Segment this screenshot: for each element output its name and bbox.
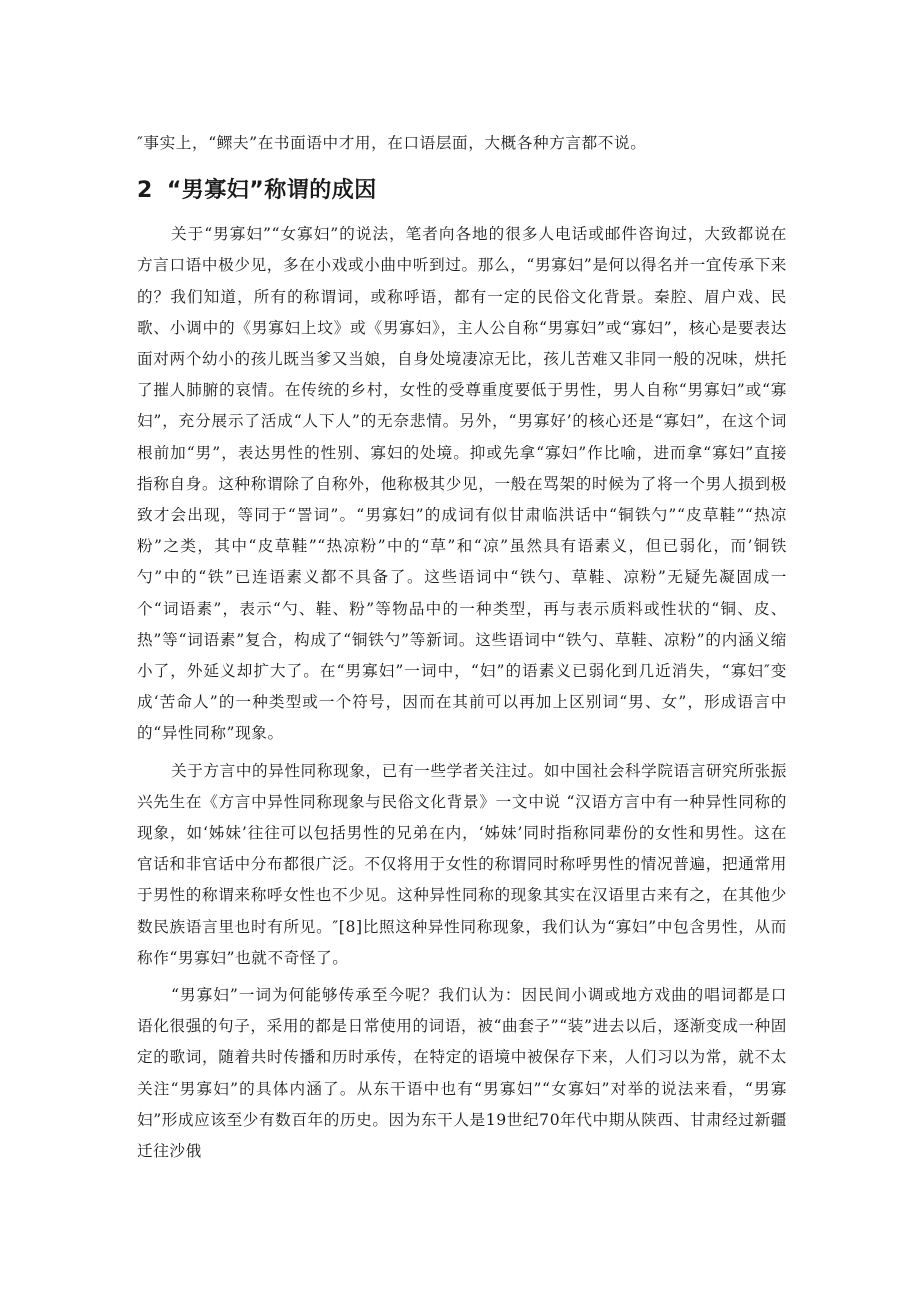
paragraph-3: “男寡妇”一词为何能够传承至今呢？我们认为：因民间小调或地方戏曲的唱词都是口语化很强的句子，采用的都是日常使用的词语，被“曲套子”“装”进去以后，逐渐变成一种固定的歌词，随着共时传播和历时承传，在特定的语境中被保存下来，人们习以为常，就不太关注“男寡妇”的具体内涵了。从东干语中也有“男寡妇”“女寡妇”对举的说法来看，“男寡妇”形成应该至少有数百年的历史。因为东干人是19世纪70年代中期从陕西、甘肃经过新疆迁往沙俄 [137, 986, 787, 1161]
section-heading [137, 173, 787, 209]
document-page [137, 128, 787, 1167]
section-title: “男寡妇”称谓的成因 [166, 178, 377, 204]
paragraph-1: 关于“男寡妇”“女寡妇”的说法，笔者向各地的很多人电话或邮件咨询过，大致都说在方言口语中极少见，多在小戏或小曲中听到过。那么，“男寡妇”是何以得名并一宜传承下来的？我们知道，所有的称谓词，或称呼语，都有一定的民俗文化背景。秦腔、眉户戏、民歌、小调中的《男寡妇上坟》或《男寡妇》，主人公自称“男寡妇”或“寡妇”，核心是要表达面对两个幼小的孩儿既当爹又当娘，自身处境凄凉无比，孩儿苦难又非同一般的况味，烘托了摧人肺腑的哀情。在传统的乡村，女性的受尊重度要低于男性，男人自称“男寡妇”或“寡妇”，充分展示了活成“人下人”的无奈悲情。另外，“男寡好’的核心还是“寡妇”，在这个词根前加“男”，表达男性的性别、寡妇的处境。抑或先拿“寡妇”作比喻，进而拿“寡妇”直接指称自身。这种称谓除了自称外，他称极其少见，一般在骂架的时候为了将一个男人损到极致才会出现，等同于“詈词”。“男寡妇”的成词有似甘肃临洪话中“铜铁勺”“皮草鞋”“热凉粉”之类，其中“皮草鞋”“热凉粉”中的“草”和“凉”虽然具有语素义，但已弱化，而’铜铁勺”中的“铁”已连语素义都不具备了。这些语词中“铁勺、草鞋、凉粉”无疑先凝固成一个“词语素”，表示“勺、鞋、粉”等物品中的一种类型，再与表示质料或性状的“铜、皮、热”等“词语素”复合，构成了“铜铁勺”等新词。这些语词中“铁勺、草鞋、凉粉”的内涵义缩小了，外延义却扩大了。在“男寡妇”一词中，“妇”的语素义已弱化到几近消失，“寡妇″变成‘苦命人”的一种类型或一个符号，因而在其前可以再加上区别词“男、女”，形成语言中的“异性同称”现象。 [137, 225, 787, 743]
opening-line: ″事实上，“鳏夫”在书面语中才用，在口语层面，大概各种方言都不说。 [137, 134, 647, 152]
paragraph-2: 关于方言中的异性同称现象，已有一些学者关注过。如中国社会科学院语言研究所张振兴先生在《方言中异性同称现象与民俗文化背景》一文中说 “汉语方言中有一种异性同称的现象，如‘姊妹’往往可以包括男性的兄弟在内，‘姊妹’同时指称同辈份的女性和男性。这在官话和非官话中分布都很广泛。不仅将用于女性的称谓同时称呼男性的情况普遍，把通常用于男性的称谓来称呼女性也不少见。这种异性同称的现象其实在汉语里古来有之，在其他少数民族语言里也时有所见。″[8]比照这种异性同称现象，我们认为“寡妇”中包含男性，从而称作“男寡妇”也就不奇怪了。 [137, 761, 787, 967]
section-number: 2 [137, 178, 153, 204]
